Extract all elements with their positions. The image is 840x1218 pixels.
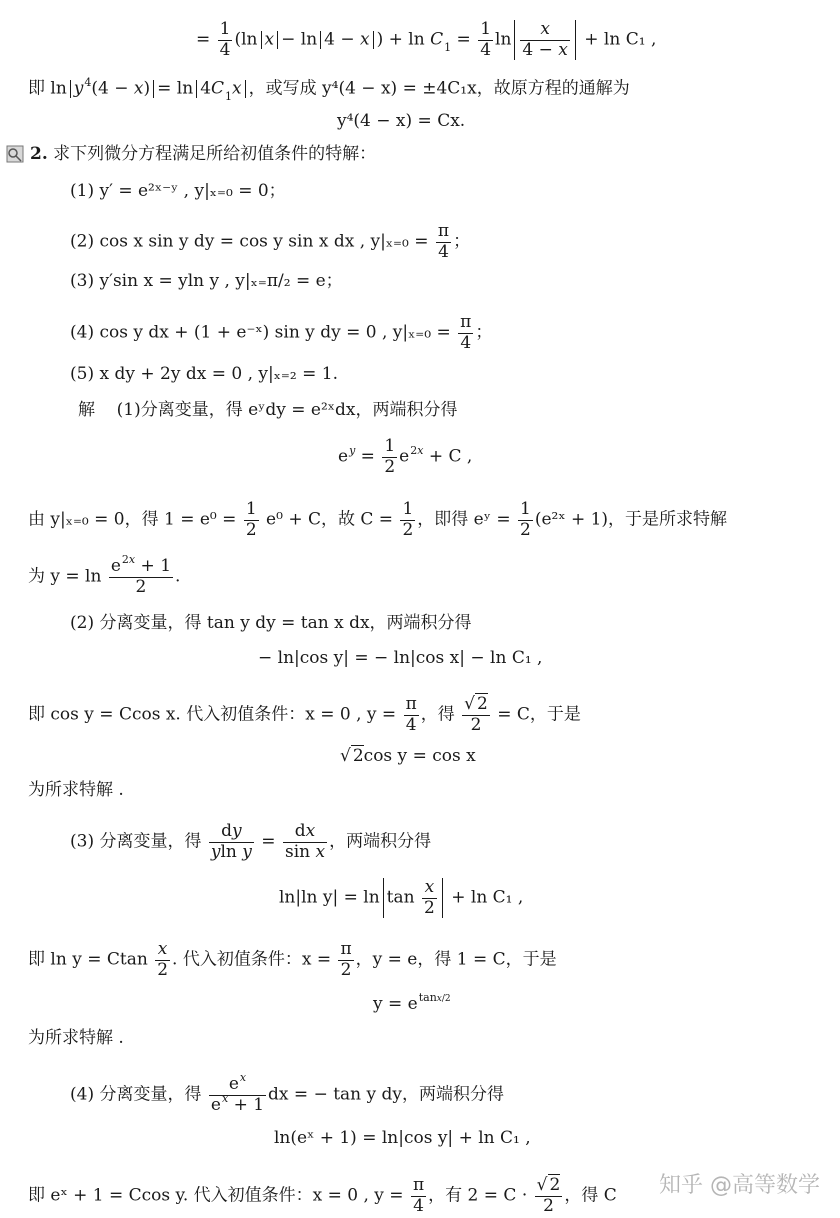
solution-3-eq: ln|ln y| = ln tan $\frac{x}{2}$ + ln C₁ ,: [279, 877, 524, 918]
text-fragment: cos y = cos x: [363, 746, 476, 766]
question-text: 求下列微分方程满足所给初值条件的特解：: [53, 144, 377, 164]
item-5: (5) x dy + 2y dx = 0 , y|ₓ₌₂ = 1.: [70, 364, 338, 384]
item-1: (1) y′ = e²ˣ⁻ʸ , y|ₓ₌₀ = 0；: [70, 181, 286, 201]
solution-3-intro: (3) 分离变量，得 $\frac{dy}{\text{yln y}}$ = $\frac{dx}{\text{sin x}}$ ，两端积分得: [70, 821, 432, 862]
question-number: 2.: [30, 144, 48, 164]
text-fragment: + ln C₁ ,: [451, 887, 524, 908]
text-fragment: ，即得 eʸ =: [417, 509, 511, 530]
text-fragment: ，得: [420, 704, 455, 725]
solution-1-intro: [78, 402, 457, 419]
text-fragment: y = e: [373, 994, 418, 1014]
text-fragment: ln|ln y| = ln: [279, 887, 380, 908]
solution-2-result: √ 2cos y = cos x: [340, 746, 476, 766]
solution-2-intro: (2) 分离变量，得 tan y dy = tan x dx，两端积分得: [70, 613, 472, 633]
text-fragment: (1)分离变量，得 eʸdy = e²ˣdx，两端积分得: [116, 400, 458, 420]
search-note-icon: [6, 145, 24, 163]
text-fragment: (2) cos x sin y dy = cos y sin x dx , y|ₓ₌₀ =: [70, 231, 429, 252]
text-fragment: ，y = e，得 1 = C，于是: [355, 949, 557, 970]
text-fragment: ，有 2 = C ·: [428, 1185, 528, 1206]
text-fragment: 即 eˣ + 1 = Ccos y. 代入初值条件：x = 0 , y =: [28, 1185, 404, 1206]
text-fragment: e⁰ + C，故 C =: [266, 509, 394, 530]
text-fragment: (4) 分离变量，得: [70, 1084, 202, 1105]
text-fragment: = C，于是: [497, 704, 581, 725]
text-fragment: ，两端积分得: [329, 831, 432, 852]
solution-3-result: $y = e^{tanx/2}$: [373, 991, 451, 1014]
solution-1-constant: 由 y|ₓ₌₀ = 0，得 1 = e⁰ = $\frac{1}{2}$ e⁰ + C，故 C = $\frac{1}{2}$ ，即得 eʸ = $\frac{1}{2}$ (e²ˣ + 1)，于是所求特解: [28, 499, 728, 540]
general-solution-line: 即 $\ln y^4(4 - x) = \ln 4C_1x$ ，或写成 y⁴(4 − x) = ±4C₁x，故原方程的通解为: [28, 75, 630, 103]
solution-4-initial: 即 eˣ + 1 = Ccos y. 代入初值条件：x = 0 , y = $\frac{\pi}{4}$ ，有 2 = C · $\frac{√ 2}{2}$ ，得 C: [28, 1175, 617, 1216]
text-fragment: 即 cos y = Ccos x. 代入初值条件：x = 0 , y =: [28, 704, 397, 725]
text-fragment: dx = − tan y dy，两端积分得: [268, 1084, 505, 1105]
text-fragment: 即 ln y = Ctan: [28, 949, 148, 970]
solution-label: 解: [78, 400, 95, 420]
solution-2-eq: − ln|cos y| = − ln|cos x| − ln C₁ ,: [258, 648, 543, 668]
text-fragment: (e²ˣ + 1)，于是所求特解: [534, 509, 728, 530]
eq-line-1-tail: + ln C₁ ,: [584, 29, 657, 50]
watermark: 知乎 @高等数学: [659, 1173, 820, 1198]
general-solution-eq: y⁴(4 − x) = Cx.: [337, 111, 466, 131]
question-2-header: [30, 146, 376, 163]
item-4: (4) cos y dx + (1 + e⁻ˣ) sin y dy = 0 , y|ₓ₌₀ = $\frac{\pi}{4}$ ；: [70, 312, 493, 353]
text-fragment: . 代入初值条件：x =: [172, 949, 332, 970]
solution-1-result: 为 y = ln $\frac{e^{2x} + 1}{2}$ .: [28, 553, 181, 597]
solution-4-eq: ln(eˣ + 1) = ln|cos y| + ln C₁ ,: [274, 1128, 531, 1148]
solution-1-eq: $e^y$ = $\frac{1}{2}$ $e^{2x} + C$ ,: [338, 436, 473, 477]
solution-2-initial: 即 cos y = Ccos x. 代入初值条件：x = 0 , y = $\frac{\pi}{4}$ ，得 $\frac{√ 2}{2}$ = C，于是: [28, 694, 581, 735]
text-fragment: (3) 分离变量，得: [70, 831, 202, 852]
text-fragment: ，或写成 y⁴(4 − x) = ±4C₁x，故原方程的通解为: [248, 78, 630, 99]
solution-3-conclusion: 为所求特解 .: [28, 1028, 124, 1048]
text-fragment: 由 y|ₓ₌₀ = 0，得 1 = e⁰ =: [28, 509, 237, 530]
solution-4-intro: (4) 分离变量，得 $\frac{e^x}{e^x + 1}$ dx = − tan y dy，两端积分得: [70, 1071, 505, 1115]
text-fragment: 即 ln: [28, 78, 67, 99]
text-fragment: + C ,: [428, 446, 473, 467]
solution-2-conclusion: 为所求特解 .: [28, 780, 124, 800]
text-fragment: 为 y = ln: [28, 566, 102, 587]
item-3: (3) y′sin x = yln y , y|ₓ₌π/₂ = e；: [70, 271, 343, 291]
text-fragment: (4) cos y dx + (1 + e⁻ˣ) sin y dy = 0 , y|ₓ₌₀ =: [70, 322, 451, 343]
item-2: (2) cos x sin y dy = cos y sin x dx , y|ₓ₌₀ = $\frac{\pi}{4}$ ；: [70, 221, 471, 262]
text-fragment: ，得 C: [564, 1185, 617, 1206]
solution-3-initial: 即 ln y = Ctan $\frac{x}{2}$ . 代入初值条件：x = $\frac{\pi}{2}$ ，y = e，得 1 = C，于是: [28, 939, 557, 980]
eq-line-1: = $\frac{1}{4}$ (ln x − ln 4 − x ) + $\ln C_1$ = $\frac{1}{4}$ ln $\frac{x}{4 - x}$ + ln C₁ ,: [196, 19, 657, 60]
